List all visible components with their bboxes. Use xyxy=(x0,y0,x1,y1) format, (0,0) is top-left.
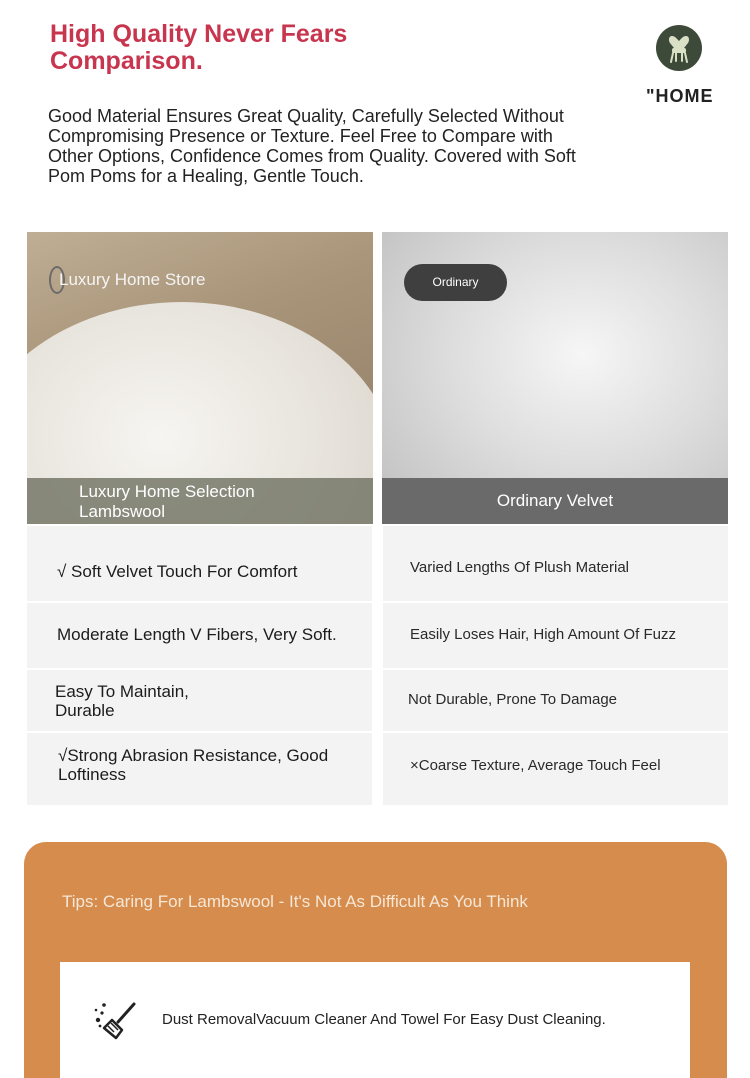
ordinary-feature-text: Easily Loses Hair, High Amount Of Fuzz xyxy=(410,626,676,643)
care-tips-section xyxy=(24,842,727,1078)
page-headline: High Quality Never Fears Comparison. xyxy=(50,20,348,75)
ordinary-caption-bar xyxy=(382,478,728,524)
lambswool-feature-line2: Durable xyxy=(55,701,115,720)
lambswool-feature-line2: Loftiness xyxy=(58,765,127,784)
tip-text: Dust RemovalVacuum Cleaner And Towel For Easy Dust Cleaning. xyxy=(162,1011,606,1028)
ordinary-feature-text: Varied Lengths Of Plush Material xyxy=(410,559,630,576)
ordinary-caption: Ordinary Velvet xyxy=(496,491,614,510)
tip-card xyxy=(60,962,690,1078)
ordinary-feature-row xyxy=(383,670,728,731)
ordinary-velvet-photo xyxy=(382,232,728,524)
lambswool-feature-row xyxy=(27,670,372,731)
lambswool-feature-line1: √Strong Abrasion Resistance, Good xyxy=(58,746,329,765)
store-label: Luxury Home Store xyxy=(59,270,206,289)
lambswool-feature-text: Moderate Length V Fibers, Very Soft. xyxy=(57,625,337,644)
lambswool-feature-row xyxy=(27,526,372,601)
lambswool-feature-text xyxy=(58,746,328,784)
lambswool-feature-row xyxy=(27,733,372,805)
ordinary-feature-row xyxy=(383,603,728,668)
ordinary-feature-row xyxy=(383,526,728,601)
lambswool-feature-row xyxy=(27,603,372,668)
intro-text: Good Material Ensures Great Quality, Carefully Selected Without Compromising Presence or Texture. Feel Free to Compare with Other Options, Confidence Comes from Quality. Covered with Soft Pom Poms for a Healing, Gentle Touch. xyxy=(48,106,576,186)
brand-name: "HOME xyxy=(646,86,714,106)
lambswool-feature-text xyxy=(55,682,189,720)
ordinary-feature-text: ×Coarse Texture, Average Touch Feel xyxy=(410,757,661,774)
brand-logo xyxy=(646,24,712,110)
tips-title: Tips: Caring For Lambswool - It's Not As Difficult As You Think xyxy=(62,892,528,911)
ordinary-badge: Ordinary xyxy=(404,264,507,301)
lambswool-feature-text: √ Soft Velvet Touch For Comfort xyxy=(57,562,298,581)
lambswool-caption xyxy=(79,482,255,522)
lambswool-caption-line1: Luxury Home Selection xyxy=(79,482,255,501)
broom-icon xyxy=(92,996,140,1044)
ordinary-feature-row xyxy=(383,733,728,805)
lambswool-photo xyxy=(27,232,373,524)
chair-logo-icon xyxy=(655,24,703,72)
lambswool-caption-line2: Lambswool xyxy=(79,502,165,521)
lambswool-caption-bar xyxy=(27,478,373,524)
lambswool-feature-line1: Easy To Maintain, xyxy=(55,682,189,701)
ordinary-feature-text: Not Durable, Prone To Damage xyxy=(408,691,618,708)
